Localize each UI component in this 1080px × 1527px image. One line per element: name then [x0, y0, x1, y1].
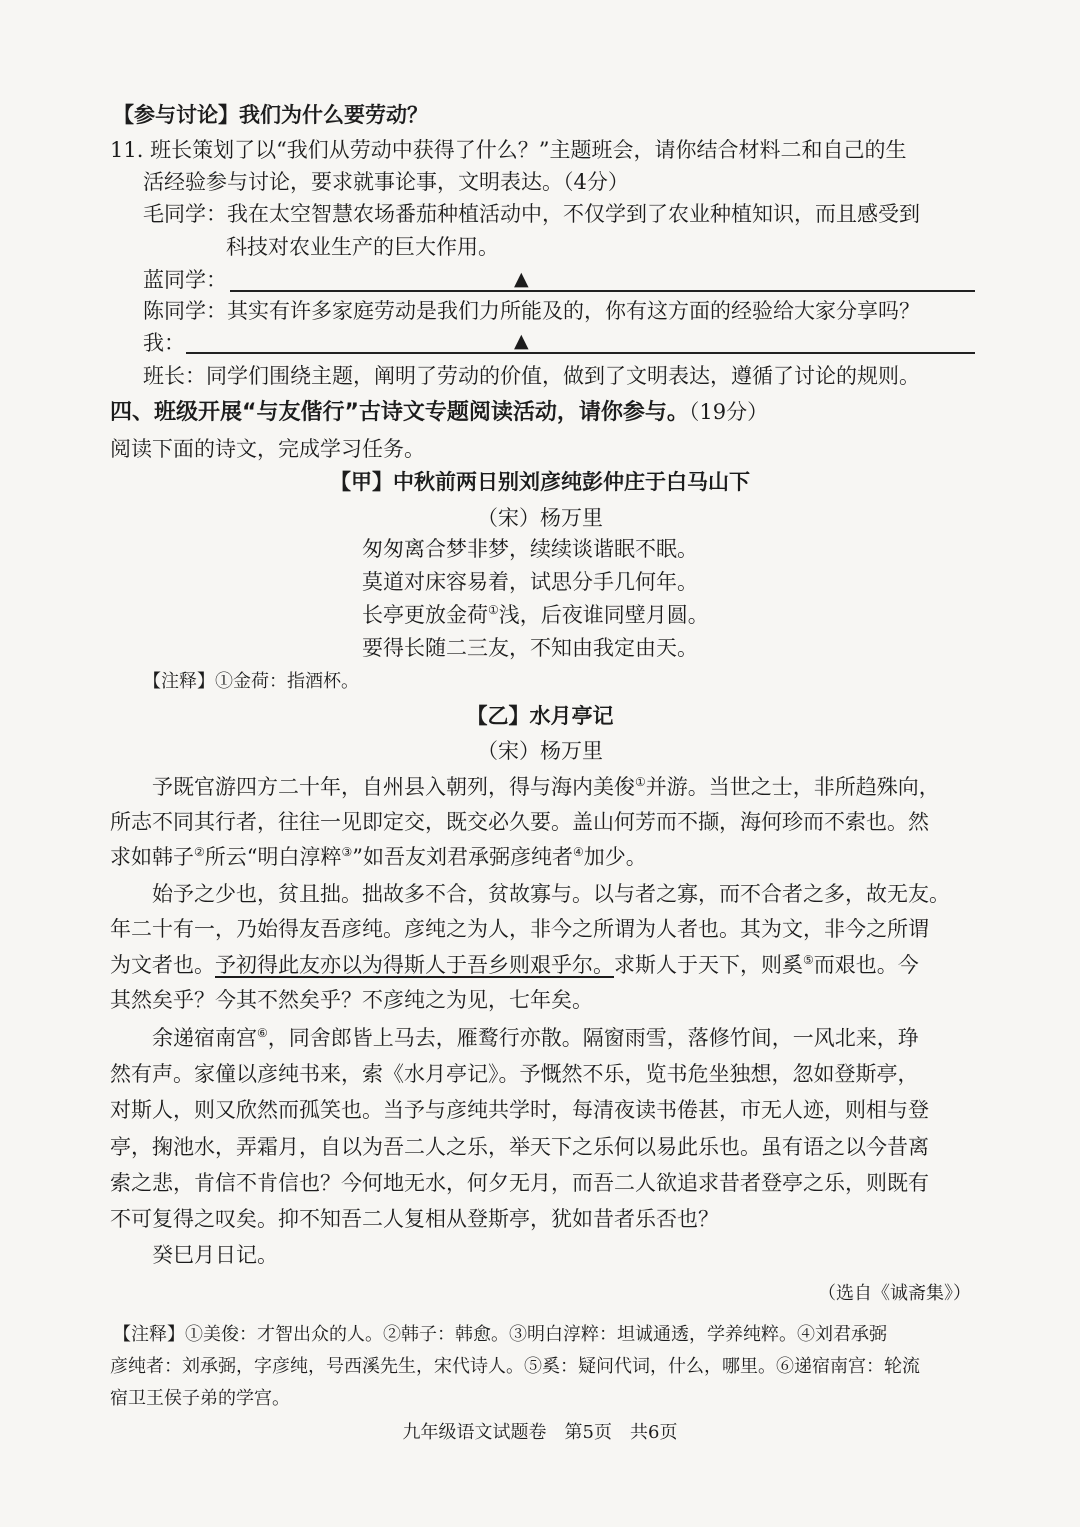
prose-line: 对斯人，则又欣然而孤笑也。当予与彦纯共学时，每清夜读书倦甚，市无人迹，则相与登 [110, 1098, 929, 1122]
discussion-heading: 【参与讨论】我们为什么要劳动？ [113, 103, 428, 127]
prose-line: 求如韩子②所云“明白淳粹③”如吾友刘君承弼彦纯者④加少。 [110, 845, 647, 869]
q11-prompt-line-1: 11. 班长策划了以“我们从劳动中获得了什么？”主题班会，请你结合材料二和自己的生 [110, 138, 907, 162]
me-answer-blank[interactable] [186, 352, 975, 354]
prose-author: （宋）杨万里 [477, 739, 603, 763]
prose-line: 始予之少也，贫且拙。拙故多不合，贫故寡与。以与者之寡，而不合者之多，故无友。 [152, 882, 950, 906]
mao-statement-line-1: 毛同学：我在太空智慧农场番茄种植活动中，不仅学到了农业种植知识，而且感受到 [143, 202, 920, 226]
chen-statement: 陈同学：其实有许多家庭劳动是我们力所能及的，你有这方面的经验给大家分享吗？ [143, 299, 920, 323]
section-four-title: 四、班级开展“与友偕行”古诗文专题阅读活动，请你参与。 [110, 400, 689, 425]
reading-instruction: 阅读下面的诗文，完成学习任务。 [110, 437, 425, 461]
prose-line: 其然矣乎？今其不然矣乎？不彦纯之为见，七年矣。 [110, 988, 593, 1012]
prose-note-line: 宿卫王侯子弟的学宫。 [110, 1388, 290, 1409]
poem-line: 莫道对床容易着，试思分手几何年。 [362, 570, 698, 594]
poem-note: 【注释】①金荷：指酒杯。 [143, 671, 359, 692]
poem-line: 要得长随二三友，不知由我定由天。 [362, 636, 698, 660]
poem-line: 长亭更放金荷①浅，后夜谁同壁月圆。 [362, 603, 709, 627]
prose-line: 不可复得之叹矣。抑不知吾二人复相从登斯亭，犹如昔者乐否也？ [110, 1207, 719, 1231]
me-label: 我： [143, 331, 185, 355]
poem-line: 匆匆离合梦非梦，续续谈谐眠不眠。 [362, 537, 698, 561]
section-four-score: （19分） [688, 400, 769, 424]
prose-line: 予既官游四方二十年，自州县入朝列，得与海内美俊①并游。当世之士，非所趋殊向， [152, 775, 940, 799]
section-four-heading [110, 397, 768, 428]
prose-line: 然有声。家僮以彦纯书来，索《水月亭记》。予慨然不乐，览书危坐独想，忽如登斯亭， [110, 1062, 919, 1086]
poem-title: 【甲】中秋前两日别刘彦纯彭仲庄于白马山下 [330, 470, 750, 494]
prose-title: 【乙】水月亭记 [466, 704, 614, 728]
lan-answer-blank[interactable] [230, 290, 975, 292]
prose-line: 余递宿南宫⑥，同舍郎皆上马去，雁鹜行亦散。隔窗雨雪，落修竹间，一风北来，琤 [152, 1026, 919, 1050]
prose-note-line: 【注释】①美俊：才智出众的人。②韩子：韩愈。③明白淳粹：坦诚通透，学养纯粹。④刘君承弼 [113, 1324, 887, 1345]
prose-line: 为文者也。予初得此友亦以为得斯人于吾乡则艰乎尔。求斯人于天下，则奚⑤而艰也。今 [110, 953, 919, 977]
underlined-sentence: 予初得此友亦以为得斯人于吾乡则艰乎尔。 [215, 953, 614, 977]
footnote-mark: ① [488, 603, 499, 617]
prose-source: （选自《诚斋集》） [818, 1283, 971, 1304]
prose-line: 所志不同其行者，往往一见即定交，既交必久要。盖山何芳而不撷，海何珍而不索也。然 [110, 810, 929, 834]
triangle-marker-icon: ▲ [514, 268, 529, 290]
poem-author: （宋）杨万里 [477, 506, 603, 530]
triangle-marker-icon: ▲ [514, 330, 529, 352]
prose-line: 索之悲，肯信不肯信也？今何地无水，何夕无月，而吾二人欲追求昔者登亭之乐，则既有 [110, 1171, 929, 1195]
mao-statement-line-2: 科技对农业生产的巨大作用。 [226, 235, 499, 259]
monitor-statement: 班长：同学们围绕主题，阐明了劳动的价值，做到了文明表达，遵循了讨论的规则。 [143, 364, 920, 388]
lan-label: 蓝同学： [143, 268, 227, 292]
prose-line: 年二十有一，乃始得友吾彦纯。彦纯之为人，非今之所谓为人者也。其为文，非今之所谓 [110, 917, 929, 941]
prose-line: 亭，掬池水，弄霜月，自以为吾二人之乐，举天下之乐何以易此乐也。虽有语之以今昔离 [110, 1135, 929, 1159]
q11-prompt-line-2: 活经验参与讨论，要求就事论事，文明表达。（4分） [143, 170, 629, 194]
prose-note-line: 彦纯者：刘承弼，字彦纯，号西溪先生，宋代诗人。⑤奚：疑问代词，什么，哪里。⑥递宿南宫：轮流 [110, 1356, 920, 1377]
prose-date: 癸巳月日记。 [152, 1243, 278, 1267]
page-footer: 九年级语文试题卷 第5页 共6页 [402, 1422, 678, 1443]
